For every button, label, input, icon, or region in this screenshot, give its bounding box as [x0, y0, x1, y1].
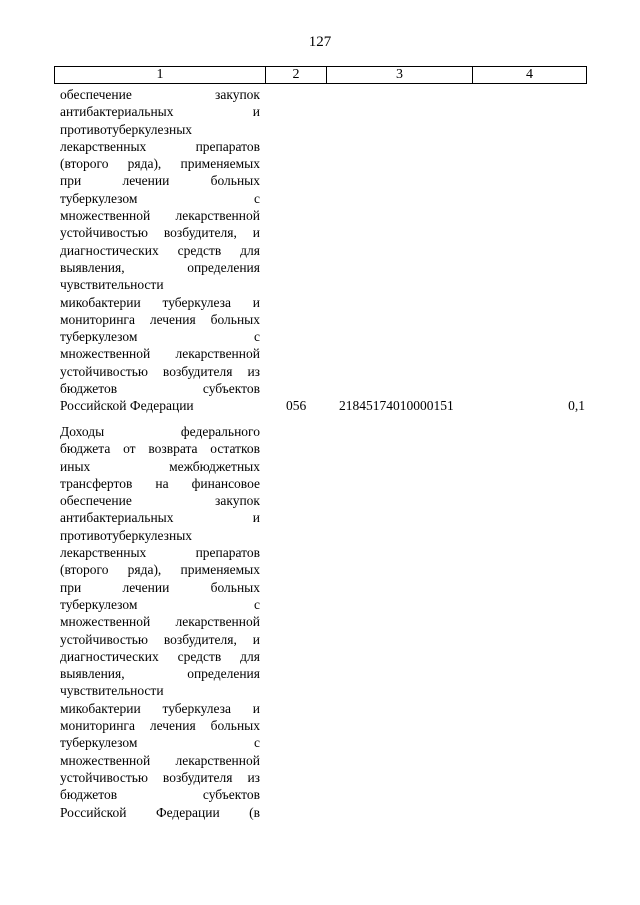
description-line: обеспечение закупок	[60, 87, 260, 102]
description-line: чувствительности	[60, 277, 164, 293]
description-line: лекарственных препаратов	[60, 545, 260, 561]
description-line: мониторинга лечения больных	[60, 311, 260, 327]
description-line: противотуберкулезных	[60, 527, 193, 543]
description-line: устойчивостью возбудителя из	[60, 769, 260, 785]
description-line: при лечении больных	[60, 173, 260, 189]
header-col-2: 2	[266, 67, 327, 83]
header-col-4: 4	[526, 67, 533, 82]
description-line: множественной лекарственной	[60, 752, 260, 768]
description-line: Российской Федерации	[60, 398, 194, 414]
description-line: бюджетов субъектов	[60, 381, 260, 397]
row1-admin-code: 056	[286, 398, 307, 413]
description-line: трансфертов на финансовое	[60, 475, 260, 491]
description-line: выявления, определения	[60, 259, 260, 275]
description-line: антибактериальных и	[60, 104, 260, 120]
description-line: (второго ряда), применяемых	[60, 156, 260, 172]
table-header	[54, 66, 587, 84]
description-line: диагностических средств для	[60, 648, 260, 664]
row1-amount: 0,1	[568, 398, 585, 413]
description-line: чувствительности	[60, 683, 164, 699]
description-line: бюджетов субъектов	[60, 787, 260, 803]
description-line: множественной лекарственной	[60, 614, 260, 630]
row2-description	[60, 423, 260, 821]
description-line: множественной лекарственной	[60, 346, 260, 362]
description-line: микобактерии туберкулеза и	[60, 294, 260, 310]
description-line: туберкулезом с	[60, 190, 260, 206]
header-col-1: 1	[55, 67, 266, 83]
description-line: (второго ряда), применяемых	[60, 562, 260, 578]
description-line: лекарственных препаратов	[60, 138, 260, 154]
description-line: туберкулезом с	[60, 596, 260, 612]
description-line: противотуберкулезных	[60, 121, 193, 137]
description-line: мониторинга лечения больных	[60, 718, 260, 734]
description-line: множественной лекарственной	[60, 208, 260, 224]
description-line: микобактерии туберкулеза и	[60, 700, 260, 716]
description-line: иных межбюджетных	[60, 458, 260, 474]
description-line: Доходы федерального	[60, 424, 260, 439]
description-line: устойчивостью возбудителя, и	[60, 225, 260, 241]
description-line: выявления, определения	[60, 666, 260, 682]
description-line: Российской Федерации (в	[60, 804, 260, 820]
description-line: туберкулезом с	[60, 735, 260, 751]
row1-kbk-code: 21845174010000151	[339, 398, 454, 413]
description-line: туберкулезом с	[60, 329, 260, 345]
page-number: 127	[308, 34, 332, 50]
header-col-3: 3	[327, 67, 473, 83]
description-line: антибактериальных и	[60, 510, 260, 526]
description-line: устойчивостью возбудителя, и	[60, 631, 260, 647]
description-line: устойчивостью возбудителя из	[60, 363, 260, 379]
description-line: диагностических средств для	[60, 242, 260, 258]
description-line: при лечении больных	[60, 579, 260, 595]
row1-description	[60, 86, 260, 415]
description-line: обеспечение закупок	[60, 493, 260, 509]
description-line: бюджета от возврата остатков	[60, 441, 260, 457]
